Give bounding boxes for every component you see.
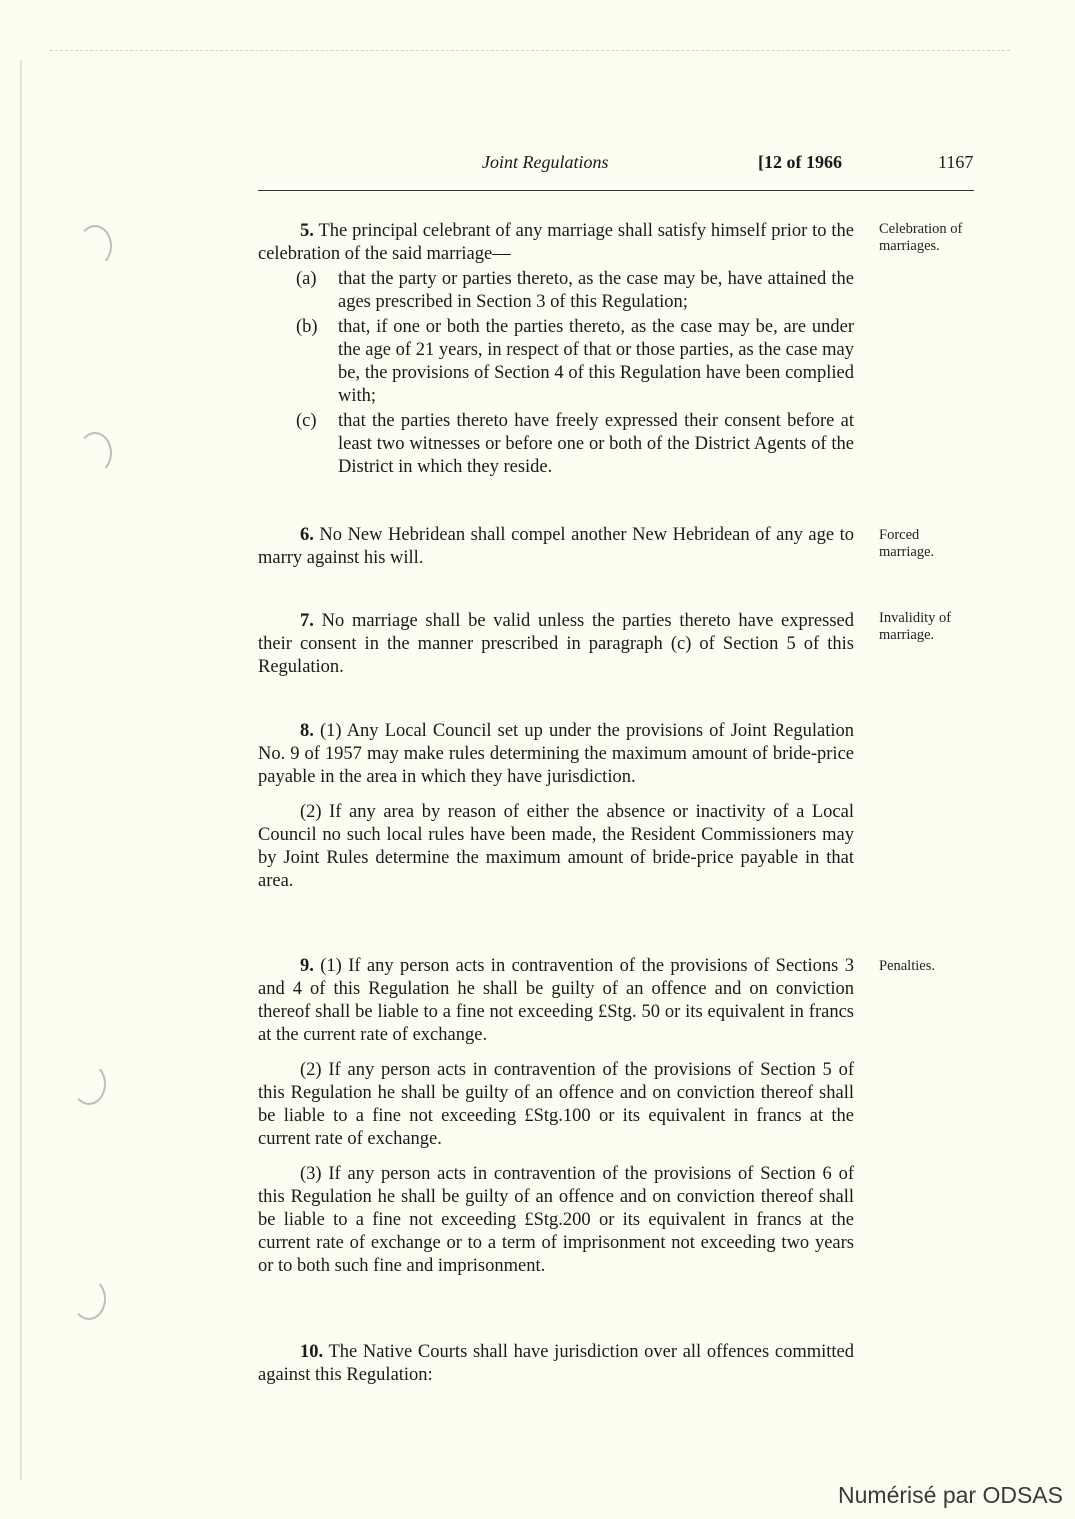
section-number: 8. [300, 721, 314, 741]
item-text: that, if one or both the parties thereto, as the case may be, are under the age of 21 years, in respect of that or those parties, as the case may be, the provisions of Section 4 of this Regulation have been complied with; [338, 317, 854, 406]
section-8-subsection-2: (2) If any area by reason of either the absence or inactivity of a Local Council no such local rules have been made, the Resident Commissioners may by Joint Rules determine the maximum amount of bride-price payable in that area. [258, 802, 854, 891]
list-item [296, 268, 854, 314]
section-10: 10. The Native Courts shall have jurisdiction over all offences committed against this Regulation: [258, 1342, 854, 1385]
section-number: 9. [300, 956, 314, 976]
list-item [296, 316, 854, 408]
top-dashed-line [50, 50, 1010, 51]
punch-hole-mark [78, 225, 112, 267]
item-text: that the party or parties thereto, as the case may be, have attained the ages prescribed in Section 3 of this Regulation; [338, 269, 854, 312]
punch-hole-mark [72, 1063, 106, 1105]
section-8: 8. (1) Any Local Council set up under the provisions of Joint Regulation No. 9 of 1957 may make rules determining the maximum amount of bride-price payable in the area in which they have jurisdiction. (2) If any area by reason of either the absence or inactivity of a Local Council no such local rules have been made, the Resident Commissioners may by Joint Rules determine the maximum amount of bride-price payable in that area. [258, 721, 855, 891]
punch-hole-mark [72, 1278, 106, 1320]
section-7: 7. No marriage shall be valid unless the parties thereto have expressed their consent in the manner prescribed in paragraph (c) of Section 5 of this Regulation. [258, 611, 854, 677]
page-number: 1167 [938, 152, 974, 172]
item-label: (b) [296, 317, 318, 337]
section-9-subsection-2: (2) If any person acts in contravention of the provisions of Section 5 of this Regulation he shall be guilty of an offence and on conviction thereof shall be liable to a fine not exceeding £Stg.100 or its equivalent in francs at the current rate of exchange. [258, 1060, 854, 1149]
section-number: 7. [300, 611, 314, 631]
section-number: 6. [300, 525, 314, 545]
page-edge [20, 60, 22, 1480]
item-label: (c) [296, 411, 317, 431]
header-regulation-number: [12 of 1966 [758, 152, 842, 172]
digitization-watermark: Numérisé par ODSAS [838, 1482, 1063, 1508]
section-6: 6. No New Hebridean shall compel another New Hebridean of any age to marry against his will. [258, 525, 854, 568]
margin-note-invalidity: Invalidity of marriage. [879, 610, 952, 643]
item-label: (a) [296, 269, 317, 289]
margin-note-celebration: Celebration of marriages. [879, 221, 963, 254]
margin-note-forced-marriage: Forced marriage. [879, 527, 935, 560]
header-title: Joint Regulations [482, 152, 609, 172]
header-rule [258, 190, 974, 191]
margin-note-penalties: Penalties. [879, 958, 935, 974]
punch-hole-mark [78, 432, 112, 474]
section-number: 5. [300, 221, 314, 241]
section-5 [258, 220, 854, 479]
section-5-intro: 5. The principal celebrant of any marriage shall satisfy himself prior to the celebration of the said marriage— [258, 221, 855, 264]
section-number: 10. [300, 1342, 324, 1362]
section-9-subsection-3: (3) If any person acts in contravention of the provisions of Section 6 of this Regulation he shall be guilty of an offence and on conviction thereof shall be liable to a fine not exceeding £Stg.200 or its equivalent in francs at the current rate of exchange or to a term of imprisonment not exceeding two years or to both such fine and imprisonment. [258, 1164, 854, 1276]
section-9: 9. (1) If any person acts in contravention of the provisions of Sections 3 and 4 of this Regulation he shall be guilty of an offence and on conviction thereof shall be liable to a fine not exceeding £Stg. 50 or its equivalent in francs at the current rate of exchange. (2) If any person acts in contravention of the provisions of Section 5 of this Regulation he shall be guilty of an offence and on conviction thereof shall be liable to a fine not exceeding £Stg.100 or its equivalent in francs at the current rate of exchange. (3) If any person acts in contravention of the provisions of Section 6 of this Regulation he shall be guilty of an offence and on conviction thereof shall be liable to a fine not exceeding £Stg.200 or its equivalent in francs at the current rate of exchange or to a term of imprisonment not exceeding two years or to both such fine and imprisonment. [258, 956, 854, 1276]
list-item [296, 410, 854, 479]
running-header [258, 152, 982, 178]
item-text: that the parties thereto have freely expressed their consent before at least two witnesses or before one or both of the District Agents of the District in which they reside. [338, 411, 854, 477]
